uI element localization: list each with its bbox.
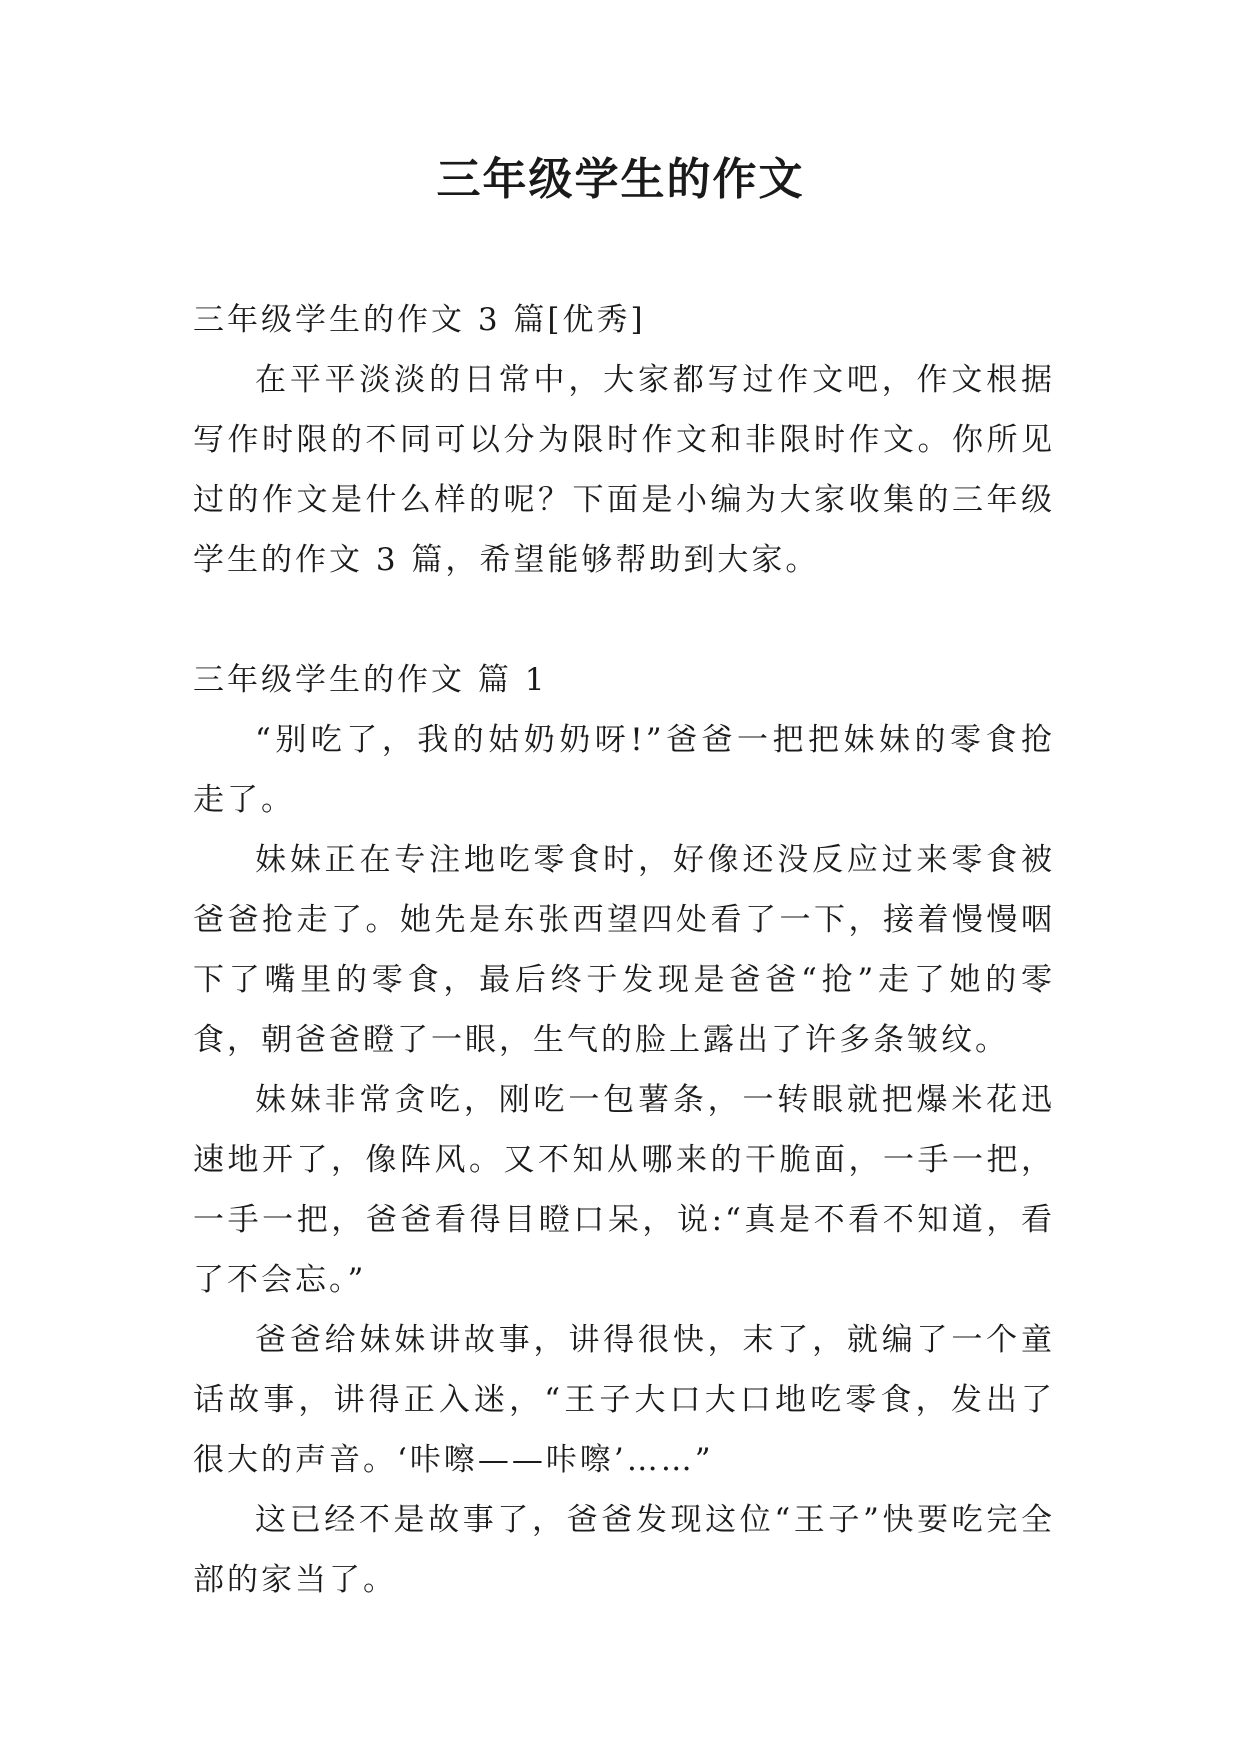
essay-heading: 三年级学生的作文 篇 1 [193,662,548,698]
essay-paragraph: 爸爸给妹妹讲故事，讲得很快，末了，就编了一个童话故事，讲得正入迷，“王子大口大口地吃零食，发出了很大的声音。‘咔嚓——咔嚓’……” [193,1322,1055,1478]
document-body [193,290,1055,1610]
intro-paragraph: 在平平淡淡的日常中，大家都写过作文吧，作文根据写作时限的不同可以分为限时作文和非限时作文。你所见过的作文是什么样的呢？下面是小编为大家收集的三年级学生的作文 3 篇，希望能够帮助到大家。 [193,362,1055,578]
essay-paragraph: 妹妹正在专注地吃零食时，好像还没反应过来零食被爸爸抢走了。她先是东张西望四处看了一下，接着慢慢咽下了嘴里的零食，最后终于发现是爸爸“抢”走了她的零食，朝爸爸瞪了一眼，生气的脸上露出了许多条皱纹。 [193,842,1055,1058]
collection-heading: 三年级学生的作文 3 篇[优秀] [193,302,646,338]
essay-paragraph: “别吃了，我的姑奶奶呀!”爸爸一把把妹妹的零食抢走了。 [193,722,1055,818]
page-title: 三年级学生的作文 [436,154,805,205]
essay-paragraph: 妹妹非常贪吃，刚吃一包薯条，一转眼就把爆米花迅速地开了，像阵风。又不知从哪来的干脆面，一手一把，一手一把，爸爸看得目瞪口呆，说:“真是不看不知道，看了不会忘。” [193,1082,1055,1298]
essay-paragraph: 这已经不是故事了，爸爸发现这位“王子”快要吃完全部的家当了。 [193,1502,1055,1598]
